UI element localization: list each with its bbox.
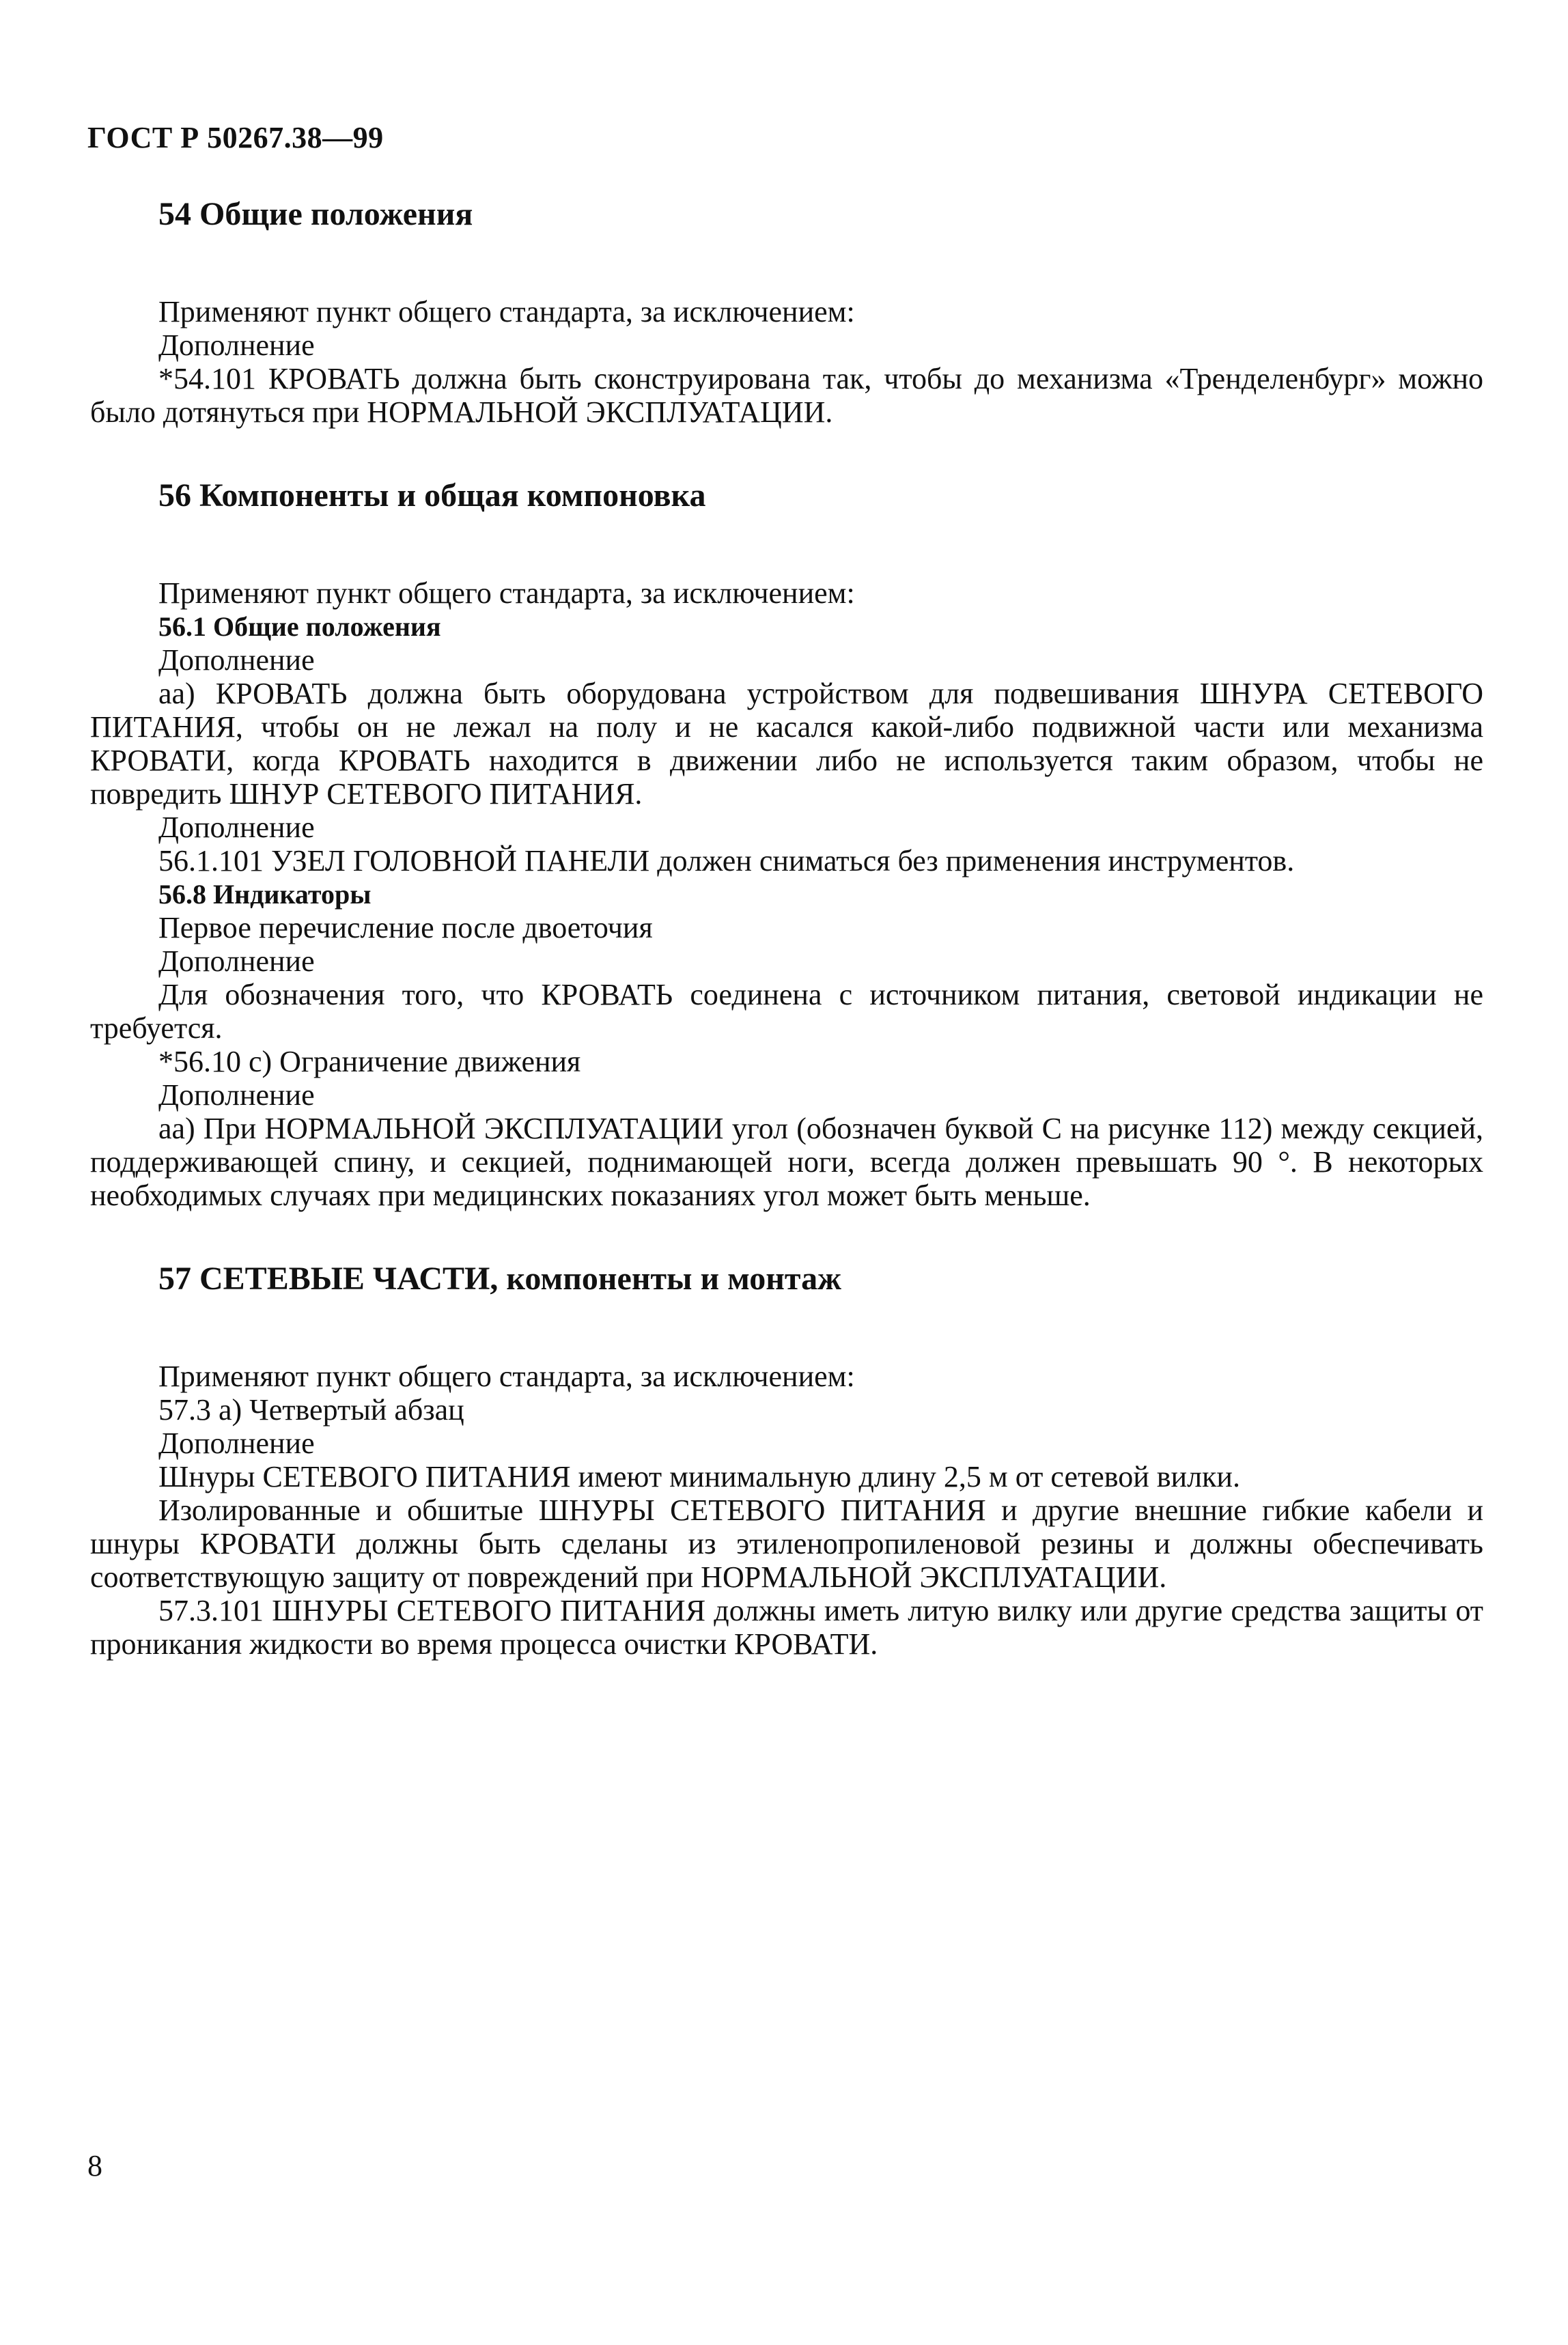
section-56 — [90, 477, 1483, 1212]
subsection-heading: 56.8 Индикаторы — [158, 879, 372, 910]
paragraph: Применяют пункт общего стандарта, за исключением: — [158, 1360, 855, 1393]
paragraph: Дополнение — [158, 811, 315, 844]
paragraph: аа) КРОВАТЬ должна быть оборудована устройством для подвешивания ШНУРА СЕТЕВОГО ПИТАНИЯ, чтобы он не лежал на полу и не касался какой-либо подвижной части или механизма КРОВАТИ, когда КРОВАТЬ находится в движении либо не используется таким образом, чтобы не повредить ШНУР СЕТЕВОГО ПИТАНИЯ. — [90, 677, 1483, 811]
paragraph: 56.1.101 УЗЕЛ ГОЛОВНОЙ ПАНЕЛИ должен сниматься без применения инструментов. — [158, 844, 1295, 877]
paragraph: 57.3 а) Четвертый абзац — [158, 1393, 464, 1427]
paragraph: Применяют пункт общего стандарта, за исключением: — [158, 295, 855, 328]
section-title: 57 СЕТЕВЫЕ ЧАСТИ, компоненты и монтаж — [158, 1261, 841, 1297]
section-54 — [90, 195, 1483, 429]
section-title: 54 Общие положения — [158, 196, 473, 232]
paragraph: Дополнение — [158, 643, 315, 677]
paragraph: Применяют пункт общего стандарта, за исключением: — [158, 576, 855, 610]
paragraph: Дополнение — [158, 1078, 315, 1112]
document-body — [90, 195, 1483, 1661]
paragraph: 57.3.101 ШНУРЫ СЕТЕВОГО ПИТАНИЯ должны иметь литую вилку или другие средства защиты от проникания жидкости во время процесса очистки КРОВАТИ. — [90, 1594, 1483, 1661]
page-number: 8 — [87, 2149, 102, 2182]
section-57 — [90, 1260, 1483, 1661]
paragraph: Для обозначения того, что КРОВАТЬ соединена с источником питания, световой индикации не требуется. — [90, 978, 1483, 1045]
paragraph: Шнуры СЕТЕВОГО ПИТАНИЯ имеют минимальную длину 2,5 м от сетевой вилки. — [158, 1460, 1240, 1493]
paragraph: аа) При НОРМАЛЬНОЙ ЭКСПЛУАТАЦИИ угол (обозначен буквой С на рисунке 112) между секцией, поддерживающей спину, и секцией, поднимающей ноги, всегда должен превышать 90 °. В некоторых необходимых случаях при медицинских показаниях угол может быть меньше. — [90, 1112, 1483, 1212]
paragraph: Дополнение — [158, 944, 315, 978]
subsection-heading: 56.1 Общие положения — [158, 611, 441, 642]
paragraph: Дополнение — [158, 328, 315, 362]
paragraph: Первое перечисление после двоеточия — [158, 911, 653, 944]
paragraph: Изолированные и обшитые ШНУРЫ СЕТЕВОГО ПИТАНИЯ и другие внешние гибкие кабели и шнуры КРОВАТИ должны быть сделаны из этиленопропиленовой резины и должны обеспечивать соответствующую защиту от повреждений при НОРМАЛЬНОЙ ЭКСПЛУАТАЦИИ. — [90, 1493, 1483, 1594]
paragraph: Дополнение — [158, 1427, 315, 1460]
section-title: 56 Компоненты и общая компоновка — [158, 477, 706, 514]
paragraph: *56.10 с) Ограничение движения — [158, 1045, 581, 1078]
paragraph: *54.101 КРОВАТЬ должна быть сконструирована так, чтобы до механизма «Тренделенбург» можно было дотянуться при НОРМАЛЬНОЙ ЭКСПЛУАТАЦИИ. — [90, 362, 1483, 429]
document-code: ГОСТ Р 50267.38—99 — [87, 121, 384, 154]
